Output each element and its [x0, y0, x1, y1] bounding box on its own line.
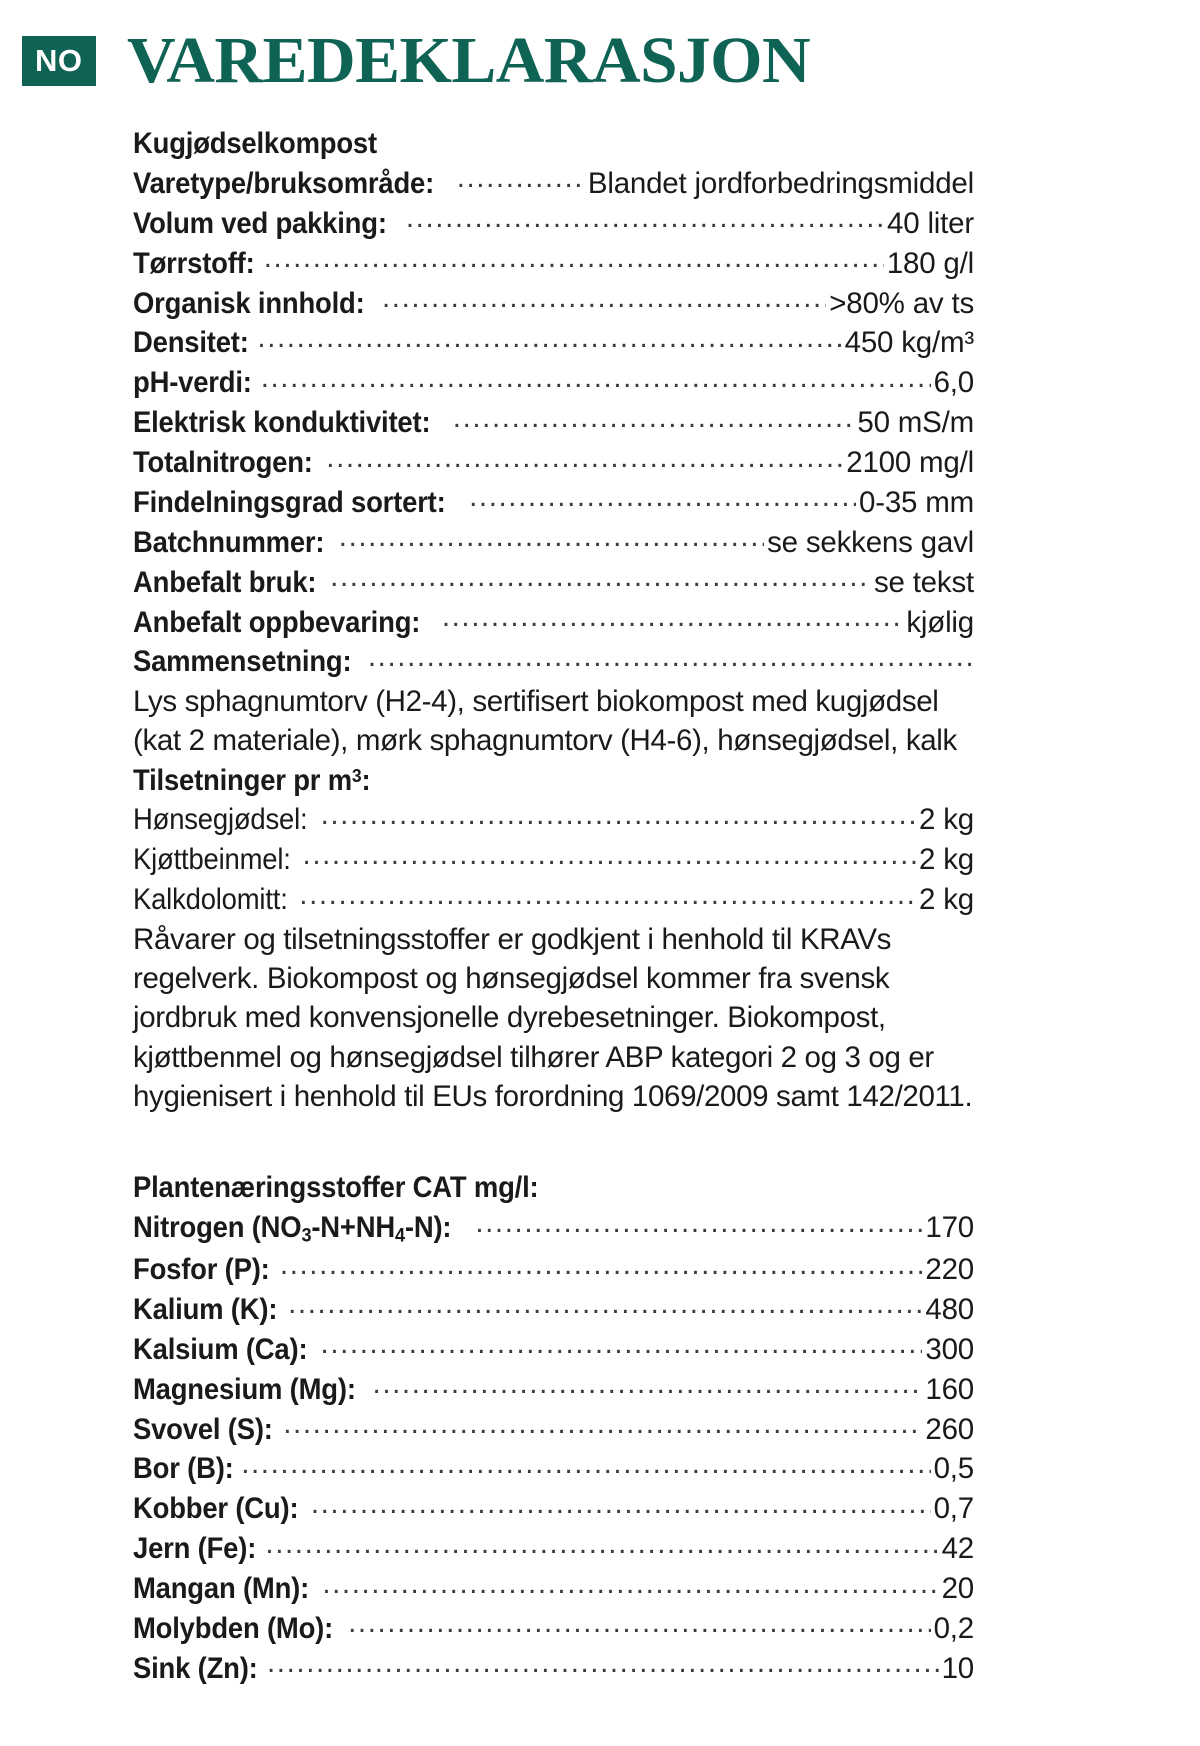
additives-heading-colon: : — [361, 763, 371, 797]
dot-leader — [406, 203, 884, 233]
dot-leader — [280, 1250, 922, 1280]
spec-row-label: Anbefalt bruk: — [133, 565, 317, 599]
spec-row — [133, 482, 974, 522]
nutrient-row-value: 0,5 — [933, 1452, 974, 1486]
nutrient-row-value: 10 — [941, 1651, 974, 1685]
dot-leader — [457, 163, 585, 193]
specifications-list — [133, 163, 1172, 681]
spec-row-label: Densitet: — [133, 326, 249, 360]
spec-row — [133, 163, 974, 203]
nitrate-subscript: 3 — [301, 1224, 312, 1247]
nutrient-row-label: Magnesium (Mg): — [133, 1372, 356, 1406]
nutrient-row-value: 160 — [925, 1372, 974, 1406]
nutrients-list — [133, 1250, 1172, 1689]
spec-row-label: Totalnitrogen: — [133, 446, 313, 479]
page-title: VAREDEKLARASJON — [126, 24, 810, 97]
spec-row-label: Sammensetning: — [133, 645, 352, 679]
spec-row-value: 450 kg/m³ — [844, 326, 974, 360]
nutrient-row-label: Svovel (S): — [133, 1412, 273, 1446]
nutrient-row-value: 220 — [925, 1253, 974, 1287]
label-header — [0, 0, 1200, 104]
spec-row — [133, 522, 974, 562]
section-spacer — [133, 1116, 1172, 1168]
additive-row — [133, 800, 974, 840]
dot-leader — [288, 1289, 922, 1319]
spec-row-value: 50 mS/m — [857, 406, 974, 440]
dot-leader — [241, 1449, 930, 1479]
dot-leader — [311, 1489, 931, 1519]
dot-leader — [322, 1569, 938, 1599]
additive-row-label: Kjøttbeinmel: — [133, 843, 291, 877]
ammonium-subscript: 4 — [395, 1224, 405, 1247]
spec-row-label: Varetype/bruksområde: — [133, 166, 435, 200]
dot-leader — [442, 602, 904, 632]
nutrient-row-label: Kalium (K): — [133, 1292, 278, 1326]
additives-list — [133, 800, 1172, 920]
spec-row — [133, 203, 974, 243]
spec-row-label: Findelningsgrad sortert: — [133, 485, 446, 519]
nutrient-row — [133, 1608, 974, 1648]
nitrogen-part-1: Nitrogen (NO — [133, 1211, 302, 1245]
nutrient-row — [133, 1569, 974, 1609]
dot-leader — [326, 443, 843, 473]
additive-row-value: 2 kg — [919, 843, 974, 877]
nutrient-row — [133, 1529, 974, 1569]
dot-leader — [299, 880, 916, 910]
dot-leader — [339, 522, 764, 552]
spec-row-label: Volum ved pakking: — [133, 206, 387, 240]
nitrogen-part-3: -N): — [404, 1211, 452, 1245]
spec-row-value: 180 g/l — [886, 246, 974, 280]
nutrient-row-label: Sink (Zn): — [133, 1651, 258, 1685]
dot-leader — [265, 1529, 938, 1559]
nutrient-row — [133, 1449, 974, 1489]
nutrient-row — [133, 1250, 974, 1290]
product-name: Kugjødselkompost — [133, 127, 377, 160]
nutrient-row-label: Kalsium (Ca): — [133, 1332, 308, 1366]
nutrient-value-nitrogen: 170 — [925, 1211, 974, 1245]
nutrient-row-value: 260 — [925, 1412, 974, 1446]
spec-row — [133, 642, 974, 682]
nutrient-row-value: 480 — [925, 1292, 974, 1326]
dot-leader — [321, 1329, 923, 1359]
additive-row-label: Kalkdolomitt: — [133, 883, 288, 917]
dot-leader — [283, 1409, 922, 1439]
nutrient-row — [133, 1289, 974, 1329]
spec-row-label: Anbefalt oppbevaring: — [133, 605, 421, 639]
dot-leader — [453, 403, 855, 433]
spec-row — [133, 403, 974, 443]
dot-leader — [261, 363, 931, 393]
nutrients-heading: Plantenæringsstoffer CAT mg/l: — [133, 1171, 539, 1205]
nutrient-row-label: Kobber (Cu): — [133, 1492, 299, 1526]
nutrient-row-label: Fosfor (P): — [133, 1253, 270, 1287]
nutrient-row-value: 0,7 — [933, 1492, 974, 1526]
dot-leader — [264, 243, 884, 273]
dot-leader — [373, 1369, 923, 1399]
spec-row — [133, 243, 974, 283]
dot-leader — [321, 800, 916, 830]
spec-row-value: Blandet jordforbedringsmiddel — [587, 166, 974, 200]
nutrient-row — [133, 1369, 974, 1409]
additive-row — [133, 840, 974, 880]
spec-row — [133, 602, 974, 642]
nutrient-row — [133, 1648, 974, 1688]
nutrient-row — [133, 1409, 974, 1449]
spec-row — [133, 562, 974, 602]
spec-row-label: Organisk innhold: — [133, 286, 365, 320]
nutrient-row-value: 0,2 — [933, 1611, 974, 1645]
label-content — [0, 104, 1200, 1688]
composition-text: Lys sphagnumtorv (H2-4), sertifisert biokompost med kugjødsel (kat 2 materiale), mørk sphagnumtorv (H4-6), hønsegjødsel, kalk — [133, 684, 957, 758]
spec-row-value: se sekkens gavl — [767, 525, 974, 559]
additives-heading — [133, 761, 1099, 800]
spec-row-label: pH-verdi: — [133, 366, 252, 400]
dot-leader — [330, 562, 871, 592]
spec-row — [133, 363, 974, 403]
nutrient-row — [133, 1329, 974, 1369]
spec-row — [133, 283, 974, 323]
spec-row-value: >80% av ts — [829, 286, 974, 320]
nutrient-row-label: Jern (Fe): — [133, 1532, 257, 1566]
nutrient-row-label: Bor (B): — [133, 1452, 234, 1486]
nutrient-row-value: 300 — [925, 1332, 974, 1366]
spec-row-value: 2100 mg/l — [846, 446, 974, 479]
nutrient-row-value: 20 — [941, 1572, 974, 1606]
dot-leader — [475, 1208, 922, 1238]
nutrient-row-value: 42 — [941, 1532, 974, 1566]
dot-leader — [382, 283, 826, 313]
spec-row-value: se tekst — [873, 565, 974, 599]
spec-row — [133, 323, 974, 363]
spec-row-label: Batchnummer: — [133, 525, 325, 559]
cubic-meter-superscript: 3 — [351, 764, 362, 786]
spec-row-value: 0-35 mm — [859, 485, 974, 519]
dot-leader — [267, 1648, 939, 1678]
additive-row-value: 2 kg — [919, 883, 974, 917]
spec-row-label: Tørrstoff: — [133, 246, 255, 280]
spec-row-value: 40 liter — [887, 206, 974, 240]
additive-row-value: 2 kg — [919, 803, 974, 837]
regulatory-notes: Råvarer og tilsetningsstoffer er godkjent i henhold til KRAVs regelverk. Biokompost og hønsegjødsel kommer fra svensk jordbruk med konvensjonelle dyrebesetninger. Biokompost, kjøttbenmel og hønsegjødsel tilhører ABP kategori 2 og 3 og er hygienisert i henhold til EUs forordning 1069/2009 samt 142/2011. — [133, 922, 973, 1113]
dot-leader — [469, 482, 856, 512]
additive-row — [133, 880, 974, 920]
dot-leader — [348, 1608, 930, 1638]
additive-row-label: Hønsegjødsel: — [133, 803, 308, 837]
nutrient-row-label: Mangan (Mn): — [133, 1572, 310, 1606]
spec-row — [133, 443, 974, 483]
dot-leader — [303, 840, 916, 870]
spec-row-value: 6,0 — [933, 366, 974, 400]
nitrogen-part-2: -N+NH — [311, 1211, 396, 1245]
nutrient-row — [133, 1489, 974, 1529]
spec-row-label: Elektrisk konduktivitet: — [133, 406, 431, 440]
language-badge: NO — [22, 36, 96, 86]
spec-row-value: kjølig — [906, 605, 974, 639]
nutrient-label-nitrogen — [133, 1208, 451, 1249]
dot-leader — [257, 323, 841, 353]
nutrient-row-label: Molybden (Mo): — [133, 1611, 334, 1645]
dot-leader — [368, 642, 974, 672]
additives-heading-text: Tilsetninger pr m — [133, 763, 352, 797]
nutrient-row-nitrogen — [133, 1208, 974, 1250]
